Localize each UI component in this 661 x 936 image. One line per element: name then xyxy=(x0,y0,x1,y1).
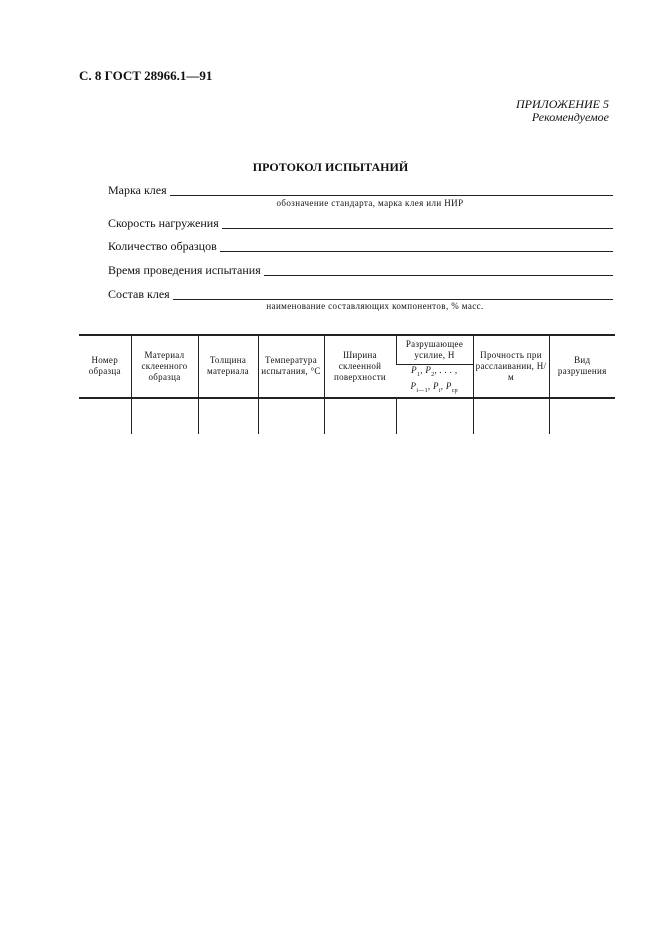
table-cell[interactable] xyxy=(549,398,615,434)
table-cell[interactable] xyxy=(131,398,198,434)
field-line[interactable] xyxy=(220,240,613,252)
column-header: Материал склеенного образца xyxy=(131,335,198,398)
column-header: Номер образца xyxy=(79,335,131,398)
field-label: Время проведения испытания xyxy=(108,263,261,277)
field-test-time xyxy=(108,262,613,278)
field-line[interactable] xyxy=(264,264,613,276)
appendix-title: ПРИЛОЖЕНИЕ 5 xyxy=(516,97,609,111)
field-line[interactable] xyxy=(222,217,613,229)
table-row xyxy=(79,398,615,434)
appendix-block xyxy=(516,98,609,124)
field-hint: наименование составляющих компонентов, % масс. xyxy=(266,301,484,311)
page-header: С. 8 ГОСТ 28966.1—91 xyxy=(79,68,213,83)
column-header: Толщина материала xyxy=(198,335,258,398)
field-loading-speed xyxy=(108,215,613,231)
table-cell[interactable] xyxy=(396,398,473,434)
field-label: Состав клея xyxy=(108,287,170,301)
field-sample-count xyxy=(108,238,613,254)
column-header: Вид разрушения xyxy=(549,335,615,398)
field-glue-composition xyxy=(108,286,613,302)
force-subheader xyxy=(396,365,473,398)
appendix-status: Рекомендуемое xyxy=(531,110,609,124)
field-hint: обозначение стандарта, марка клея или НИР xyxy=(276,198,464,208)
column-header: Ширина склеенной поверхности xyxy=(324,335,396,398)
field-label: Марка клея xyxy=(108,183,167,197)
table-cell[interactable] xyxy=(198,398,258,434)
protocol-title: ПРОТОКОЛ ИСПЫТАНИЙ xyxy=(252,160,409,174)
table-cell[interactable] xyxy=(324,398,396,434)
column-header: Температура испытания, °С xyxy=(258,335,324,398)
table-cell[interactable] xyxy=(473,398,549,434)
protocol-table xyxy=(79,334,615,434)
field-glue-brand xyxy=(108,182,613,198)
field-label: Скорость нагружения xyxy=(108,216,219,230)
column-header: Разрушающее усилие, Н xyxy=(396,335,473,365)
field-line[interactable] xyxy=(170,184,613,196)
table-cell[interactable] xyxy=(258,398,324,434)
field-line[interactable] xyxy=(173,288,613,300)
force-symbol: $P_{i—1}$, $P_i$, $P_{ср}$ xyxy=(410,380,458,394)
column-header: Прочность при расслаивании, Н/м xyxy=(473,335,549,398)
table-cell[interactable] xyxy=(79,398,131,434)
force-symbol: $P_1$, $P_2$, . . . , xyxy=(411,365,458,378)
field-label: Количество образцов xyxy=(108,239,217,253)
